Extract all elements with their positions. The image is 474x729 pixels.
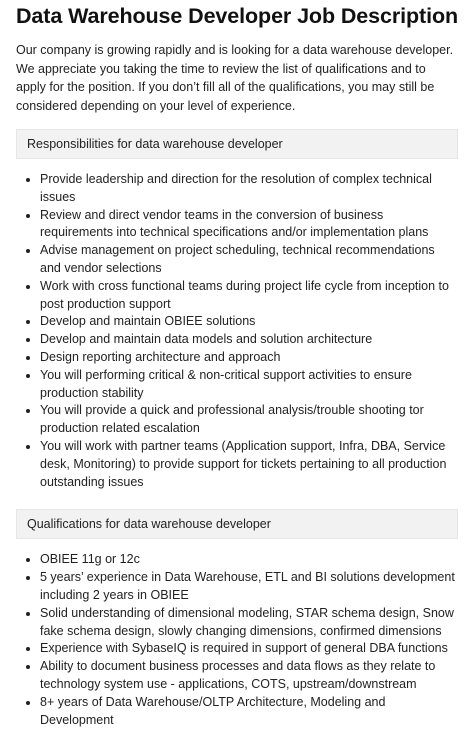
bullet-icon: [26, 214, 30, 218]
list-item-text: Develop and maintain data models and solution architecture: [40, 332, 373, 347]
list-item: [16, 551, 458, 569]
list-item: [16, 242, 458, 278]
bullet-icon: [26, 558, 30, 562]
list-item: [16, 605, 458, 641]
list-item-text: Review and direct vendor teams in the conversion of business requirements into technical specifications and/or implementation plans: [40, 207, 429, 240]
bullet-icon: [26, 320, 30, 324]
list-item: [16, 278, 458, 314]
list-item-text: You will work with partner teams (Application support, Infra, DBA, Service desk, Monitoring) to provide support for tickets pertaining to all production outstanding issues: [40, 438, 447, 489]
list-item: [16, 658, 458, 694]
list-item-text: Solid understanding of dimensional modeling, STAR schema design, Snow fake schema design, slowly changing dimensions, confirmed dimensions: [40, 605, 454, 638]
list-item-text: Advise management on project scheduling, technical recommendations and vendor selections: [40, 243, 435, 275]
qualifications-heading: Qualifications for data warehouse developer: [27, 517, 271, 532]
responsibilities-header: [16, 129, 458, 159]
qualifications-list: [16, 551, 458, 729]
list-item-text: Experience with SybaseIQ is required in support of general DBA functions: [40, 641, 448, 656]
list-item: [16, 694, 458, 729]
qualifications-header: [16, 509, 458, 539]
responsibilities-list: [16, 171, 458, 491]
list-item-text: Design reporting architecture and approach: [40, 349, 281, 364]
list-item: [16, 207, 458, 243]
bullet-icon: [26, 612, 30, 616]
list-item: [16, 171, 458, 207]
list-item-text: 8+ years of Data Warehouse/OLTP Architecture, Modeling and Development: [40, 694, 386, 727]
bullet-icon: [26, 178, 30, 182]
page-title: Data Warehouse Developer Job Description: [16, 4, 459, 28]
bullet-icon: [26, 647, 30, 651]
list-item: [16, 640, 458, 658]
list-item-text: Work with cross functional teams during project life cycle from inception to post production support: [40, 278, 449, 311]
list-item-text: Provide leadership and direction for the resolution of complex technical issues: [40, 172, 432, 204]
intro-paragraph: Our company is growing rapidly and is looking for a data warehouse developer. We appreciate you taking the time to review the list of qualifications and to apply for the position. If you don’t fill all of the qualifications, you may still be considered depending on your level of experience.: [16, 43, 454, 113]
list-item: [16, 402, 458, 438]
bullet-icon: [26, 338, 30, 342]
list-item-text: OBIEE 11g or 12c: [40, 552, 140, 567]
list-item-text: 5 years’ experience in Data Warehouse, ETL and BI solutions development including 2 years in OBIEE: [40, 570, 455, 602]
list-item: [16, 349, 458, 367]
list-item: [16, 438, 458, 491]
list-item: [16, 313, 458, 331]
bullet-icon: [26, 374, 30, 378]
list-item: [16, 331, 458, 349]
bullet-icon: [26, 285, 30, 289]
bullet-icon: [26, 356, 30, 360]
responsibilities-heading: Responsibilities for data warehouse developer: [27, 137, 283, 151]
bullet-icon: [26, 249, 30, 253]
list-item-text: You will provide a quick and professional analysis/trouble shooting tor production related escalation: [40, 403, 424, 436]
list-item-text: Ability to document business processes and data flows as they relate to technology system use - applications, COTS, upstream/downstream: [40, 659, 436, 691]
list-item: [16, 569, 458, 605]
bullet-icon: [26, 665, 30, 669]
bullet-icon: [26, 576, 30, 580]
list-item-text: You will performing critical & non-critical support activities to ensure production stability: [40, 367, 412, 400]
bullet-icon: [26, 701, 30, 705]
list-item-text: Develop and maintain OBIEE solutions: [40, 314, 256, 329]
list-item: [16, 367, 458, 403]
bullet-icon: [26, 445, 30, 449]
bullet-icon: [26, 409, 30, 413]
